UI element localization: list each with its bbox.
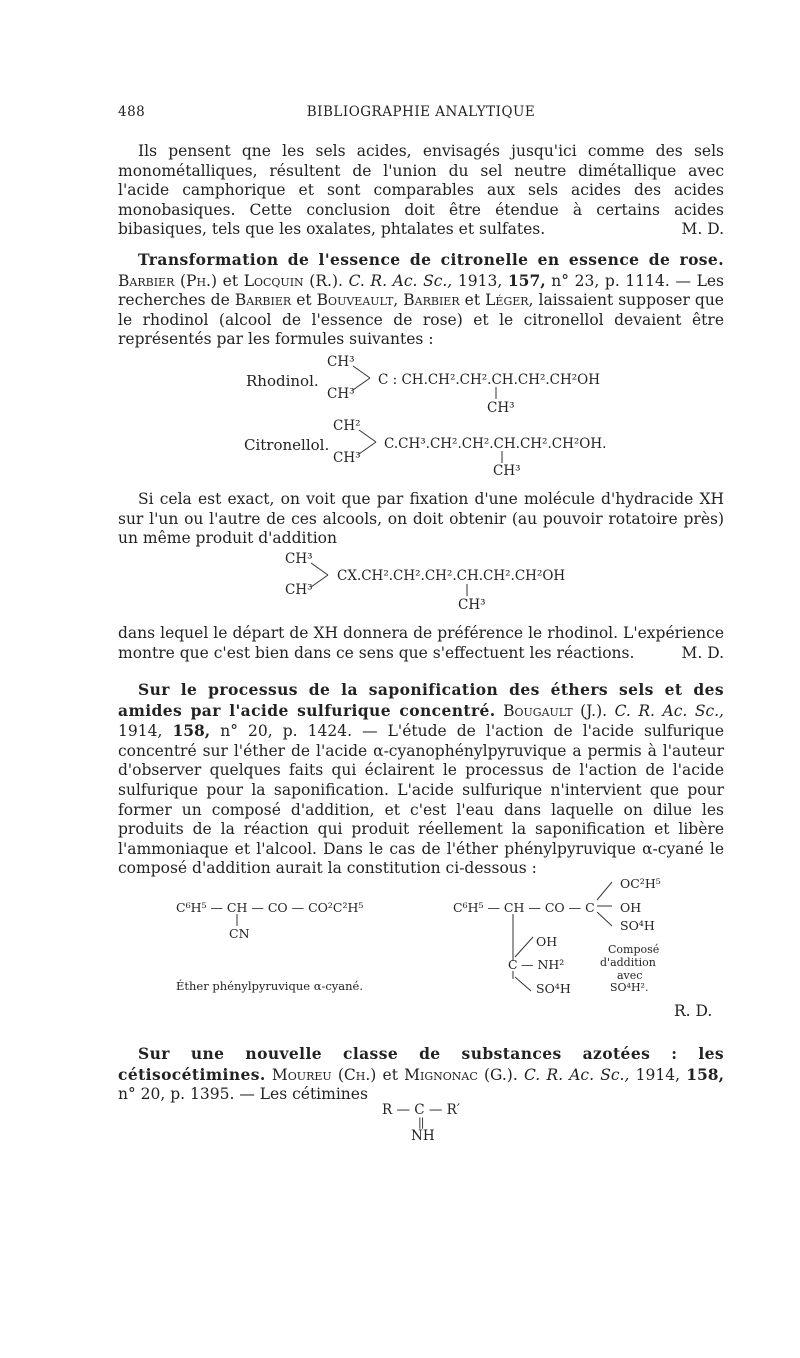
article-title: Sur une nouvelle classe de substances azotées : les cétisocétimines. [118,1044,724,1084]
formula-chain: C⁶H⁵ — CH — CO — CO²C²H⁵ [176,900,364,915]
journal-name: C. R. Ac. Sc., [348,271,453,290]
formula-group: CH² [333,418,361,434]
formula-bond: || [418,1116,424,1129]
formula-label: Rhodinol. [246,372,319,390]
formula-group: CH³ [327,354,355,370]
paragraph-conclusion [118,624,724,663]
issue-page: n° 20, p. 1424. [220,722,353,741]
formula-group: OH [620,900,642,915]
article-title: Transformation de l'essence de citronelle en essence de rose. [138,250,724,269]
journal-name: C. R. Ac. Sc., [614,701,724,720]
page-header [118,104,724,126]
year: 1914, [635,1065,680,1084]
running-title: BIBLIOGRAPHIE ANALYTIQUE [306,104,536,120]
paragraph-text: dans lequel le départ de XH donnera de préférence le rhodinol. L'expérience montre que c'est bien dans ce sens que s'effectuent les réactions. [118,624,724,662]
formula-bond [234,913,240,927]
formula-group: SO⁴H [620,918,655,933]
formula-caption: Éther phénylpyruvique α-cyané. [176,979,364,993]
author-name: Moureu (Ch.) [271,1065,377,1084]
article-citronelle [118,250,724,350]
formula-group: CH³ [285,582,313,598]
formula-chain: C⁶H⁵ — CH — CO — C [453,900,595,915]
formula-group: CH³ [333,450,361,466]
formula-group: SO⁴H [536,981,571,996]
article-saponification [118,680,724,879]
issue-page: n° 23, p. 1114. [551,271,670,290]
volume: 158, [686,1064,724,1084]
volume: 157, [507,270,546,290]
page-number: 488 [118,104,146,120]
formula-chain: R — C — R′ [382,1102,460,1118]
formula-caption: Composé [608,943,660,956]
body-text: et [464,291,481,310]
article-cetisocetimines [118,1044,724,1105]
formula-chain: C : CH.CH².CH².CH.CH².CH²OH [378,372,601,388]
formula-caption: avec [617,969,643,982]
formula-group: CH³ [327,386,355,402]
author-signature: M. D. [681,220,724,239]
cited-name: Barbier [403,291,460,310]
author-name: Mignonac (G.). [404,1065,518,1084]
formula-label: Citronellol. [244,436,330,454]
author-signature: M. D. [681,643,724,662]
paragraph-camphoric-salts [118,142,724,240]
formula-group: CH³ [487,400,515,416]
formula-group: — NH² [521,957,565,972]
year: 1914, [118,722,163,741]
author-signature: R. D. [674,1002,713,1020]
formula-group: CH³ [285,551,313,567]
formula-bond [499,450,505,464]
formula-bond [594,870,618,940]
formula-group: NH [411,1128,435,1144]
formula-group: OH [536,934,558,949]
paragraph-addition [118,490,724,549]
conjunction: et [376,1065,405,1084]
body-text: — L'étude de l'action de l'acide sulfurique concentré sur l'éther de l'acide α-cyanophénylpyruvique a permis à l'auteur d'observer quelques faits qui éclairent le processus de l'action de l'acide sulfurique pour la saponification. L'acide sulfurique n'intervient que pour former un composé d'addition, et c'est l'eau dans laquelle on dilue les produits de la réaction qui produit réellement la saponification et libère l'ammoniaque et l'alcool. Dans le cas de l'éther phénylpyruvique α-cyané le composé d'addition aurait la constitution ci-dessous : [118,722,725,878]
author-name: Barbier (Ph.) [118,271,218,290]
formula-caption: d'addition [600,956,656,969]
cited-name: Bouveault, [316,291,399,310]
formula-group: CH³ [458,597,486,613]
year: 1913, [457,271,503,290]
formula-chain: C.CH³.CH².CH².CH.CH².CH²OH. [384,436,607,452]
issue-page: n° 20, p. 1395. [118,1085,235,1104]
author-name: Locquin (R.). [243,271,343,290]
formula-caption: SO⁴H². [610,981,649,994]
cited-name: Léger, [485,291,534,310]
conjunction: et [217,271,244,290]
article-title: Sur le processus de la saponification des éthers sels et des amides par l'acide sulfurique concentré. [118,680,724,720]
formula-bond [493,386,499,400]
formula-group: OC²H⁵ [620,876,661,891]
cited-name: Barbier [234,291,292,310]
formula-atom: C [508,957,518,972]
formula-group: CN [229,926,250,941]
formula-chain: CX.CH².CH².CH².CH.CH².CH²OH [337,568,566,584]
body-text: — Les cétimines [239,1085,368,1104]
body-text: laissaient supposer que le rhodinol (alcool de l'essence de rose) et le citronellol devaient être représentés par les formules suivantes : [118,291,724,349]
formula-group: CH³ [493,463,521,479]
author-name: Bougault (J.). [503,701,608,720]
body-text: — Les recherches de [118,271,724,310]
body-text: et [296,291,312,310]
volume: 158, [172,721,211,741]
paragraph-text: Ils pensent qne les sels acides, envisagés jusqu'ici comme des sels monométalliques, résultent de l'union du sel neutre dimétallique avec l'acide camphorique et sont comparables aux sels acides des acides monobasiques. Cette conclusion doit être étendue à certains acides bibasiques, tels que les oxalates, phtalates et sulfates. [118,142,724,239]
journal-name: C. R. Ac. Sc., [524,1065,630,1084]
paragraph-text: Si cela est exact, on voit que par fixation d'une molécule d'hydracide XH sur l'un ou l'autre de ces alcools, on doit obtenir (au pouvoir rotatoire près) un même produit d'addition [118,490,724,548]
formula-bond [464,583,470,597]
